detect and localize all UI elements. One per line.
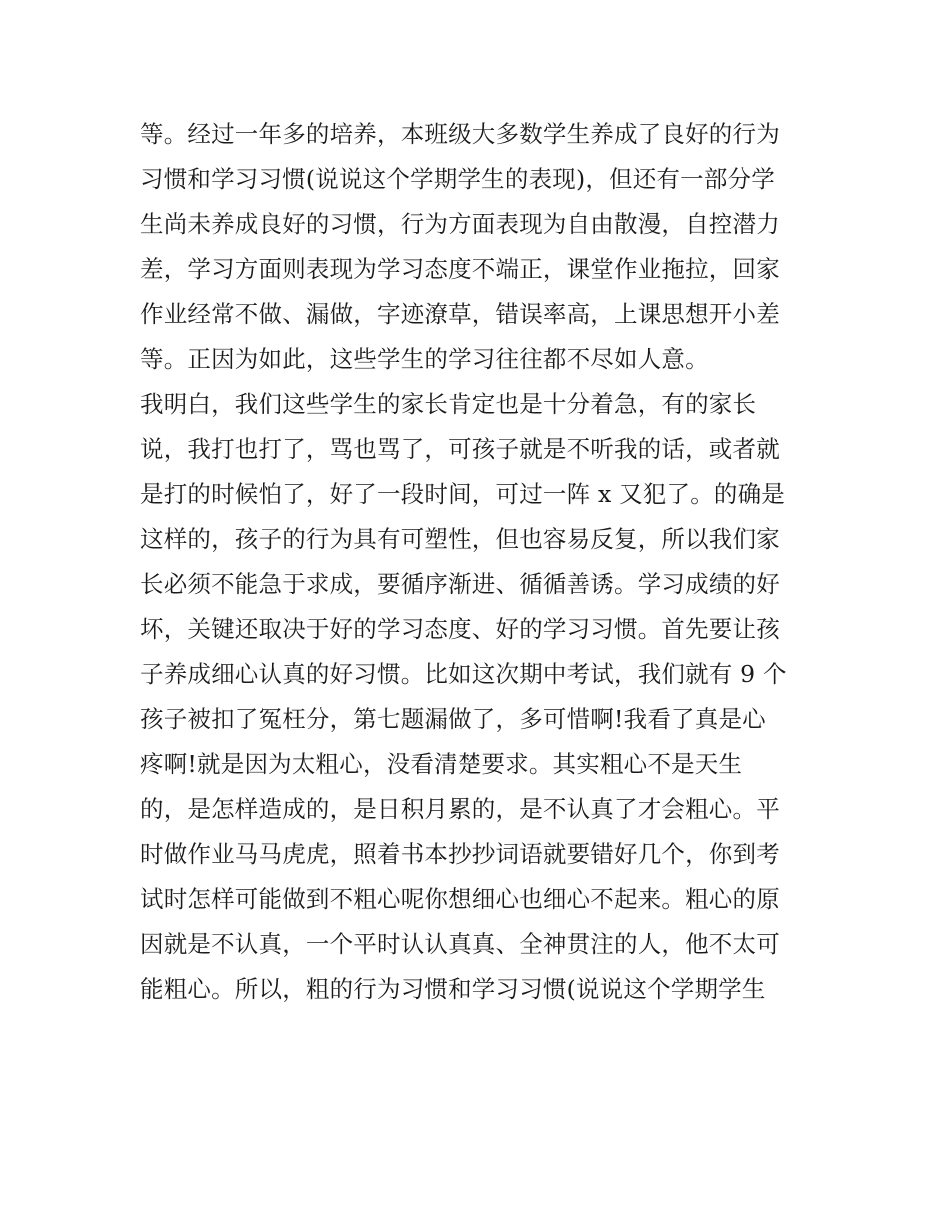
- text-line-20: 能粗心。所以，粗的行为习惯和学习习惯(说说这个学期学生: [140, 975, 766, 1003]
- text-line-15: 疼啊!就是因为太粗心，没看清楚要求。其实粗心不是天生: [140, 750, 743, 778]
- text-line-7: 我明白，我们这些学生的家长肯定也是十分着急，有的家长: [140, 390, 757, 418]
- text-line-4: 差，学习方面则表现为学习态度不端正，课堂作业拖拉，回家: [140, 255, 780, 283]
- text-line-8: 说，我打也打了，骂也骂了，可孩子就是不听我的话，或者就: [140, 435, 780, 463]
- text-line-5: 作业经常不做、漏做，字迹潦草，错误率高，上课思想开小差: [140, 300, 780, 328]
- text-line-16: 的，是怎样造成的，是日积月累的，是不认真了才会粗心。平: [140, 795, 780, 823]
- text-line-11: 长必须不能急于求成，要循序渐进、循循善诱。学习成绩的好: [140, 570, 780, 598]
- text-line-12: 坏，关键还取决于好的学习态度、好的学习习惯。首先要让孩: [140, 615, 780, 643]
- text-line-17: 时做作业马马虎虎，照着书本抄抄词语就要错好几个，你到考: [140, 840, 780, 868]
- text-line-10: 这样的，孩子的行为具有可塑性，但也容易反复，所以我们家: [140, 525, 780, 553]
- text-line-19: 因就是不认真，一个平时认认真真、全神贯注的人，他不太可: [140, 930, 780, 958]
- body-text: [140, 112, 820, 1012]
- text-line-14: 孩子被扣了冤枉分，第七题漏做了，多可惜啊!我看了真是心: [140, 705, 766, 733]
- text-line-3: 生尚未养成良好的习惯，行为方面表现为自由散漫，自控潜力: [140, 210, 780, 238]
- text-line-18: 试时怎样可能做到不粗心呢你想细心也细心不起来。粗心的原: [140, 885, 780, 913]
- text-line-1: 等。经过一年多的培养，本班级大多数学生养成了良好的行为: [140, 120, 780, 148]
- text-line-9: 是打的时候怕了，好了一段时间，可过一阵 x 又犯了。的确是: [140, 480, 785, 508]
- text-line-13: 子养成细心认真的好习惯。比如这次期中考试，我们就有 9 个: [140, 660, 787, 688]
- text-line-2: 习惯和学习习惯(说说这个学期学生的表现)，但还有一部分学: [140, 165, 775, 193]
- text-line-6: 等。正因为如此，这些学生的学习往往都不尽如人意。: [140, 345, 709, 373]
